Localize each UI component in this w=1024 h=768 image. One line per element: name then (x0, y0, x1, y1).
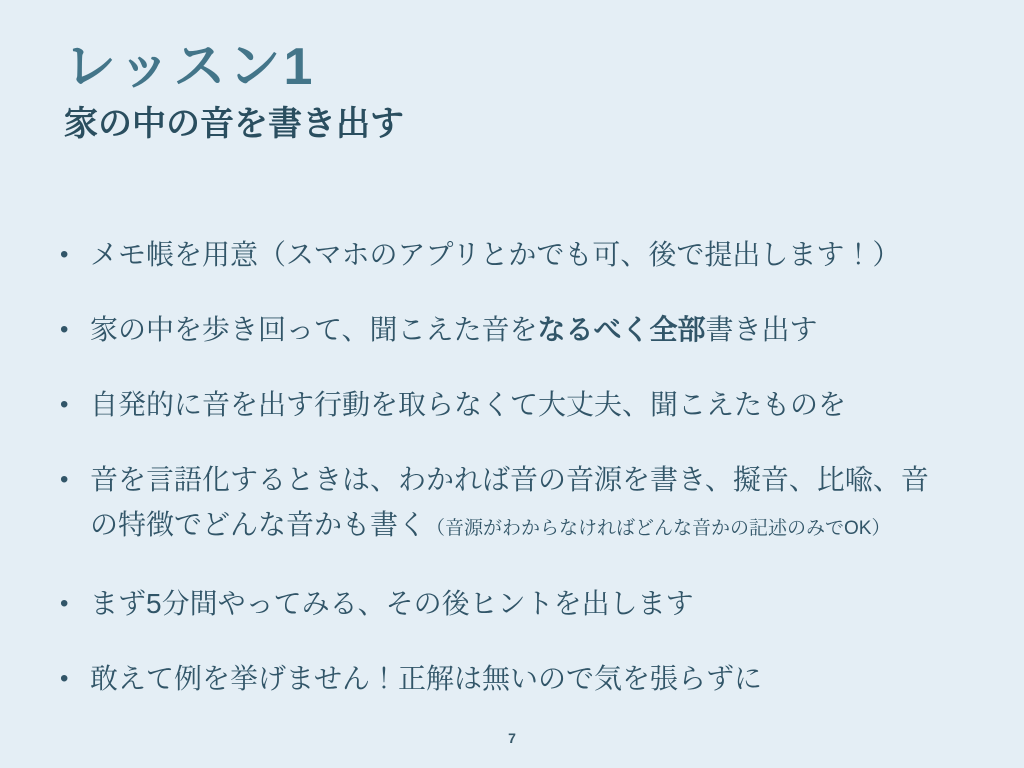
bullet-marker: • (60, 391, 69, 418)
bullet-text (90, 307, 935, 352)
bullet-text: 敢えて例を挙げません！正解は無いので気を張らずに (90, 663, 763, 694)
bullet-text: メモ帳を用意（スマホのアプリとかでも可、後で提出します！） (90, 239, 901, 270)
bullet-marker: • (60, 241, 69, 268)
page-number: 7 (508, 730, 516, 746)
bullet-marker: • (60, 466, 69, 493)
list-item (60, 382, 970, 427)
bullet-text: 自発的に音を出す行動を取らなくて大丈夫、聞こえたものを (90, 389, 847, 420)
list-item (60, 232, 970, 277)
slide-title: レッスン1 (64, 38, 316, 96)
bullet-marker: • (60, 590, 69, 617)
bullet-marker: • (60, 316, 69, 343)
list-item (60, 581, 970, 626)
bullet-text-bold: なるべく全部 (537, 314, 706, 345)
slide-header (64, 38, 404, 145)
list-item (60, 656, 970, 701)
bullet-text-note: （音源がわからなければどんな音かの記述のみでOK） (426, 518, 891, 539)
bullet-text-normal: 家の中を歩き回って、聞こえた音を (90, 314, 538, 345)
bullet-marker: • (60, 665, 69, 692)
list-item (60, 307, 970, 352)
bullet-list (60, 232, 970, 731)
slide-subtitle: 家の中の音を書き出す (64, 104, 404, 143)
bullet-text-normal: 音を言語化するときは、わかれば音の音源を書き、擬音、比喩、音の特徴でどんな音かも書く (90, 464, 929, 540)
bullet-text-normal: 書き出す (705, 314, 818, 345)
list-item (60, 457, 970, 551)
bullet-text (90, 457, 935, 551)
bullet-text: まず5分間やってみる、その後ヒントを出します (90, 588, 694, 619)
